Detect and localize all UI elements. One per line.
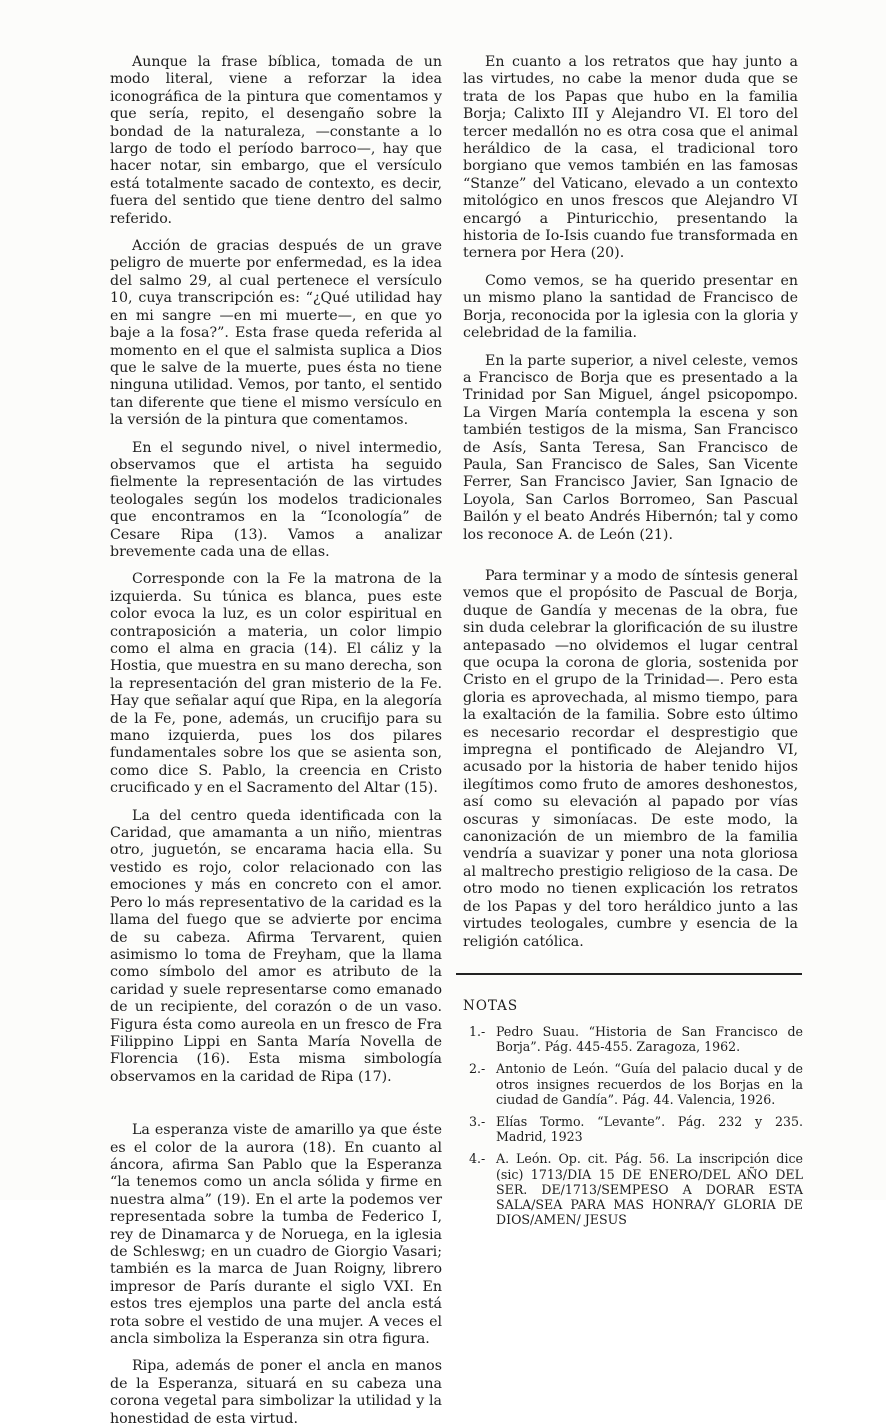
paragraph: Para terminar y a modo de síntesis general vemos que el propósito de Pascual de Borja, duque de Gandía y mecenas de la obra, fue sin duda celebrar la glorificación de su ilustre antepasado —no olvidemos el lugar central que ocupa la corona de gloria, sostenida por Cristo en el grupo de la Trinidad—. Pero esta gloria es aprovechada, al mismo tiempo, para la exaltación de la familia. Sobre esto último es necesario recordar el desprestigio que impregna el pontificado de Alejandro VI, acusado por la historia de haber tenido hijos ilegítimos como fruto de amores deshonestos, así como su elevación al papado por vías oscuras y simoníacas. De este modo, la canonización de un miembro de la familia vendría a suavizar y poner una nota gloriosa al maltrecho prestigio religioso de la casa. De otro modo no tienen explicación los retratos de los Papas y del toro heráldico junto a las virtudes teologales, cumbre y esencia de la religión católica. [463,567,798,950]
paragraph: Corresponde con la Fe la matrona de la izquierda. Su túnica es blanca, pues este color evoca la luz, es un color espiritual en contraposición a materia, un color limpio como el alma en gracia (14). El cáliz y la Hostia, que muestra en su mano derecha, son la representación del gran misterio de la Fe. Hay que señalar aquí que Ripa, en la alegoría de la Fe, pone, además, un crucifijo para su mano izquierda, pues los dos pilares fundamentales sobre los que se asienta son, como dice S. Pablo, la creencia en Cristo crucificado y en el Sacramento del Altar (15). [110,571,442,797]
paragraph: Como vemos, se ha querido presentar en un mismo plano la santidad de Francisco de Borja, reconocida por la iglesia con la gloria y celebridad de la familia. [463,272,798,342]
paragraph: En la parte superior, a nivel celeste, vemos a Francisco de Borja que es presentado a la Trinidad por San Miguel, ángel psicopompo. La Virgen María contempla la escena y son también testigos de la misma, San Francisco de Asís, Santa Teresa, San Francisco de Paula, San Francisco de Sales, San Vicente Ferrer, San Francisco Javier, San Ignacio de Loyola, San Carlos Borromeo, San Pascual Bailón y el beato Andrés Hibernón; tal y como los reconoce A. de León (21). [463,352,798,543]
paragraph: Aunque la frase bíblica, tomada de un modo literal, viene a reforzar la idea iconográfica de la pintura que comentamos y que sería, repito, el desengaño sobre la bondad de la naturaleza, —constante a lo largo de todo el período barroco—, hay que hacer notar, sin embargo, que el versículo está totalmente sacado de contexto, es decir, fuera del sentido que tiene dentro del salmo referido. [110,54,442,227]
paragraph: Ripa, además de poner el ancla en manos de la Esperanza, situará en su cabeza una corona vegetal para simbolizar la utilidad y la honestidad de esta virtud. [110,1358,442,1427]
notes-divider [456,973,802,975]
note-text: A. León. Op. cit. Pág. 56. La inscripción dice (sic) 1713/DIA 15 DE ENERO/DEL AÑO DEL SER. DE/1713/SEMPESO A DORAR ESTA SALA/SEA PARA MAS HONRA/Y GLORIA DE DIOS/AMEN/ JESUS [496,1151,803,1228]
note-item [463,1061,803,1107]
note-number: 3.- [469,1114,486,1130]
left-column [110,54,442,1428]
right-column [463,54,798,951]
note-item [463,1024,803,1054]
paragraph: En el segundo nivel, o nivel intermedio, observamos que el artista ha seguido fielmente la representación de las virtudes teologales según los modelos tradicionales que encontramos en la “Iconología” de Cesare Ripa (13). Vamos a analizar brevemente cada una de ellas. [110,439,442,560]
paragraph: La del centro queda identificada con la Caridad, que amamanta a un niño, mientras otro, juguetón, se encarama hacia ella. Su vestido es rojo, color relacionado con las emociones y más en concreto con el amor. Pero lo más representativo de la caridad es la llama del fuego que se advierte por encima de su cabeza. Afirma Tervarent, quien asimismo lo toma de Freyham, que la llama como símbolo del amor es atributo de la caridad y suele representarse como emanado de un recipiente, del corazón o de un vaso. Figura ésta como aureola en un fresco de Fra Filippino Lippi en Santa María Novella de Florencia (16). Esta misma simbología observamos en la caridad de Ripa (17). [110,807,442,1085]
paragraph: Acción de gracias después de un grave peligro de muerte por enfermedad, es la idea del salmo 29, al cual pertenece el versículo 10, cuya transcripción es: “¿Qué utilidad hay en mi sangre —en mi muerte—, en que yo baje a la fosa?”. Esta frase queda referida al momento en el que el salmista suplica a Dios que le salve de la muerte, pues ésta no tiene ninguna utilidad. Vemos, por tanto, el sentido tan diferente que tiene el mismo versículo en la versión de la pintura que comentamos. [110,238,442,429]
paragraph: En cuanto a los retratos que hay junto a las virtudes, no cabe la menor duda que se trata de los Papas que hubo en la familia Borja; Calixto III y Alejandro VI. El toro del tercer medallón no es otra cosa que el animal heráldico de la casa, el tradicional toro borgiano que vemos también en las famosas “Stanze” del Vaticano, elevado a un contexto mitológico en unos frescos que Alejandro VI encargó a Pinturicchio, presentando la historia de Io-Isis cuando fue transformada en ternera por Hera (20). [463,54,798,262]
note-item [463,1114,803,1144]
note-number: 1.- [469,1024,486,1039]
note-number: 2.- [469,1061,486,1077]
note-text: Antonio de León. “Guía del palacio ducal y de otros insignes recuerdos de los Borjas en la ciudad de Gandía”. Pág. 44. Valencia, 1926. [496,1061,803,1107]
note-number: 4.- [469,1151,486,1167]
notes-title: NOTAS [463,998,519,1014]
paragraph: La esperanza viste de amarillo ya que éste es el color de la aurora (18). En cuanto al áncora, afirma San Pablo que la Esperanza “la tenemos como un ancla sólida y firme en nuestra alma” (19). En el arte la podemos ver representada sobre la tumba de Federico I, rey de Dinamarca y de Noruega, en la iglesia de Schleswg; en un cuadro de Giorgio Vasari; también es la marca de Juan Roigny, librero impresor de París durante el siglo VXI. En estos tres ejemplos una parte del ancla está rota sobre el vestido de una mujer. A veces el ancla simboliza la Esperanza sin otra figura. [110,1122,442,1348]
notes-section [463,998,803,1228]
note-text: Elías Tormo. “Levante”. Pág. 232 y 235. Madrid, 1923 [496,1114,803,1145]
note-text: Pedro Suau. “Historia de San Francisco de Borja”. Pág. 445-455. Zaragoza, 1962. [496,1024,803,1055]
note-item [463,1151,803,1227]
